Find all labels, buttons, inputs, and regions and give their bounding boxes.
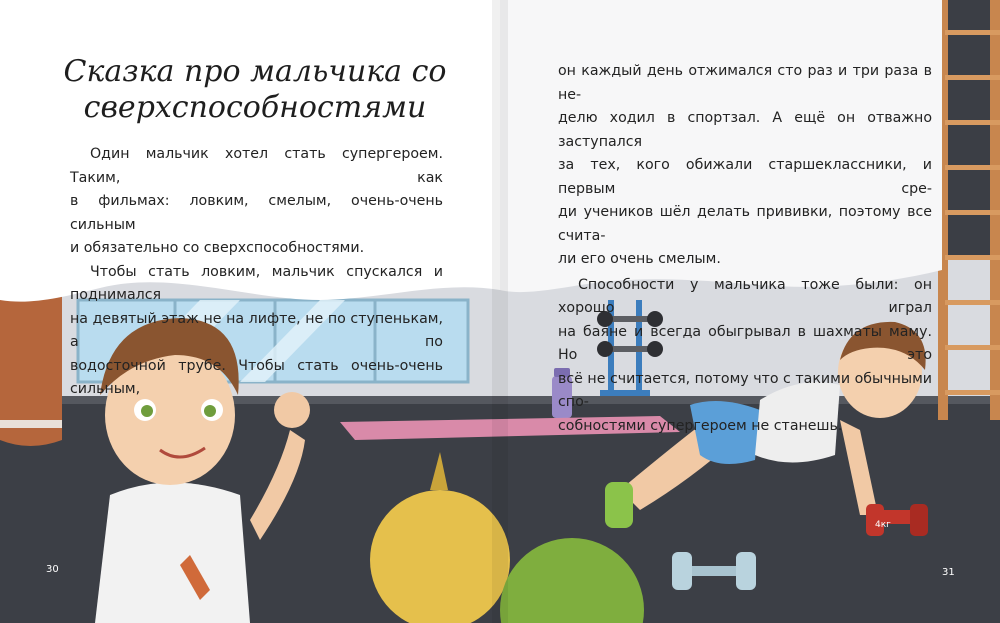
paragraph-line: Один мальчик хотел стать супергероем. Таким, как: [70, 146, 443, 186]
story-title: Сказка про мальчика со сверхспособностями: [63, 54, 447, 125]
paragraph-line: всё не считается, потому что с такими обычными спо-: [558, 370, 932, 410]
paragraph-line: Способности у мальчика тоже были: он хорошо играл: [558, 276, 932, 316]
left-page-text: [70, 143, 443, 402]
page-number-right: 31: [942, 567, 955, 578]
paragraph-line: ди учеников шёл делать прививки, поэтому все счита-: [558, 204, 932, 244]
paragraph-line: за тех, кого обижали старшеклассники, и первым сре-: [558, 157, 932, 197]
paragraph-line: Чтобы стать ловким, мальчик спускался и поднимался: [70, 263, 443, 303]
book-gutter: [492, 0, 508, 623]
paragraph-line: в фильмах: ловким, смелым, очень-очень сильным: [70, 193, 443, 233]
dumbbell-weight-label: 4кг: [875, 520, 891, 530]
paragraph-line: на баяне и всегда обыгрывал в шахматы маму. Но это: [558, 323, 932, 363]
right-page-text: [558, 60, 932, 438]
page-number-left: 30: [46, 564, 59, 575]
paragraph-line: он каждый день отжимался сто раз и три раза в не-: [558, 63, 932, 103]
paragraph-line: собностями супергероем не станешь.: [558, 417, 843, 434]
paragraph-line: на девятый этаж не на лифте, не по ступенькам, а по: [70, 310, 443, 350]
paragraph-line: делю ходил в спортзал. А ещё он отважно заступался: [558, 110, 932, 150]
paragraph-line: ли его очень смелым.: [558, 251, 721, 267]
paragraph-line: и обязательно со сверхспособностями.: [70, 240, 365, 256]
paragraph-line: водосточной трубе. Чтобы стать очень-очень сильным,: [70, 357, 443, 397]
